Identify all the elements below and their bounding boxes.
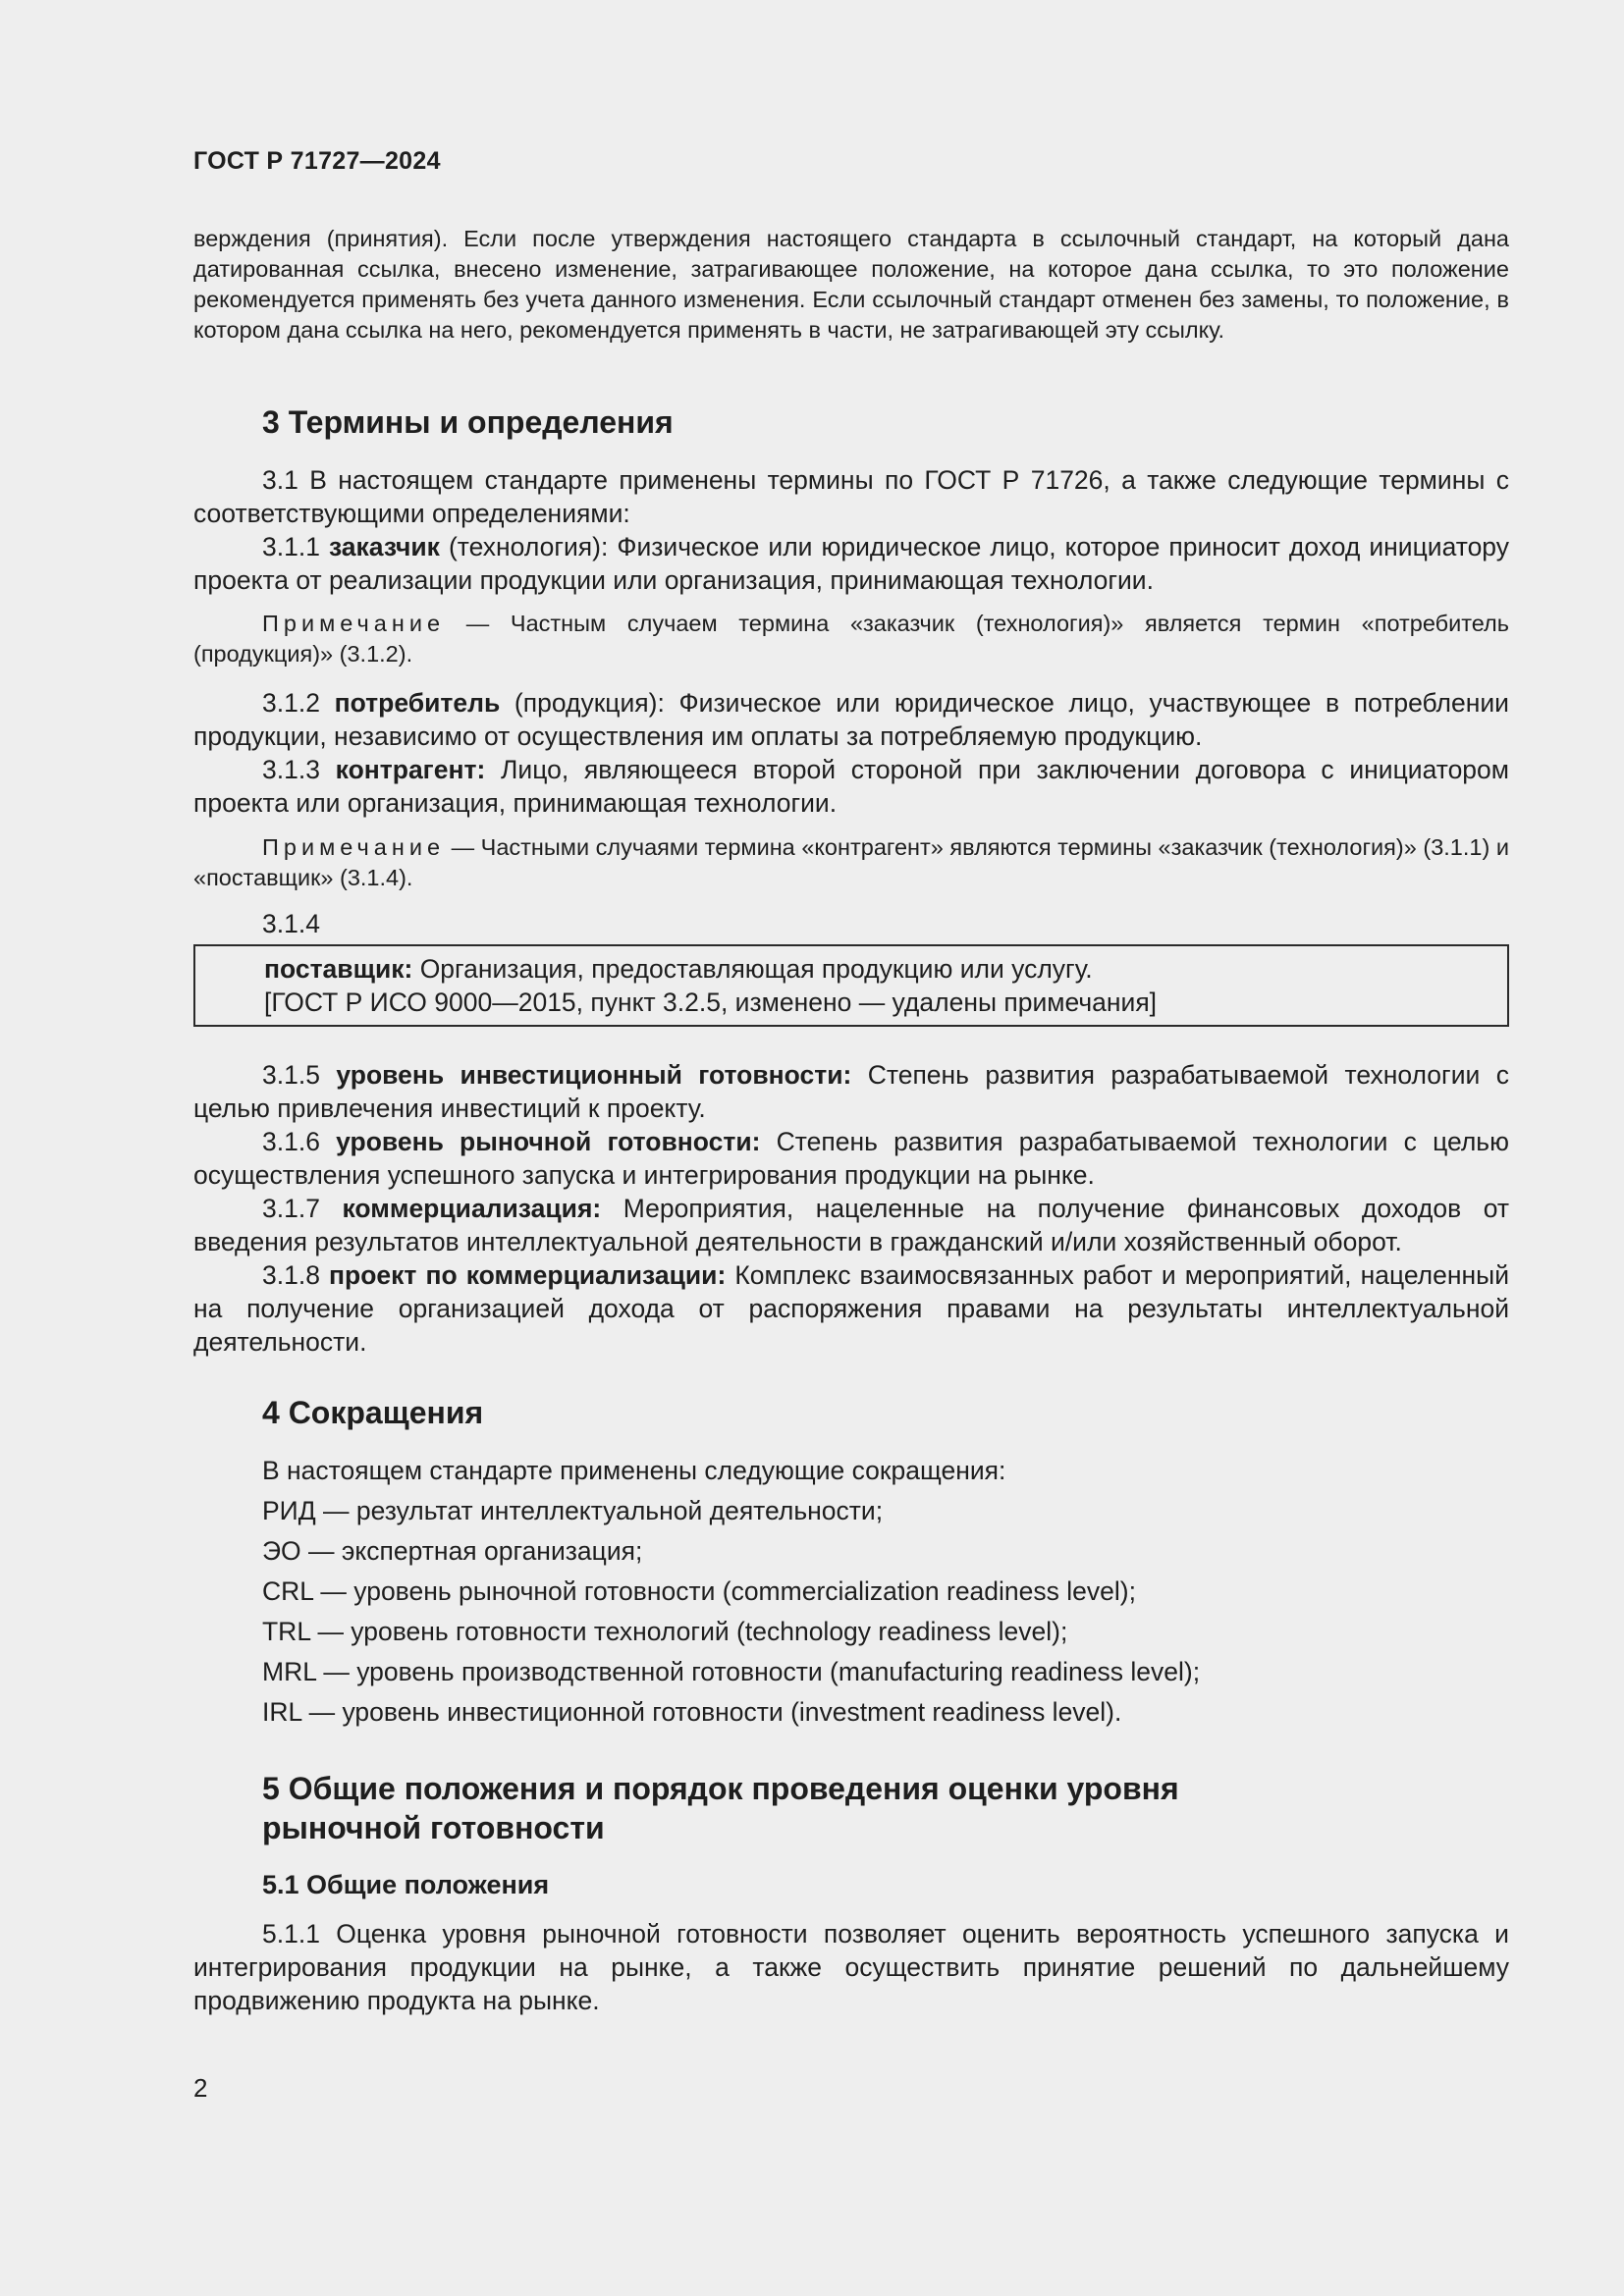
note-label: Примечание [262, 611, 446, 636]
term-3-1-4 [193, 907, 1509, 1027]
term-block-3 [193, 1058, 1509, 1359]
document-page [193, 0, 1509, 2296]
term-3-1-6: 3.1.6 уровень рыночной готовности: Степень развития разрабатываемой технологии с целью осуществления успешного запуска и интегрирования продукции на рынке. [193, 1127, 1509, 1190]
list-item: TRL — уровень готовности технологий (technology readiness level); [262, 1617, 1068, 1646]
note-1: Примечание — Частным случаем термина «заказчик (технология)» является термин «потребитель (продукция)» (3.1.2). [193, 611, 1509, 667]
list-item: CRL — уровень рыночной готовности (commercialization readiness level); [262, 1576, 1136, 1606]
section-3-title: 3 Термины и определения [262, 404, 674, 440]
paragraph-5-1-1-block [193, 1917, 1509, 2017]
page-number: 2 [193, 2073, 208, 2103]
list-item: РИД — результат интеллектуальной деятельности; [262, 1496, 884, 1525]
term-3-1-2: 3.1.2 потребитель (продукция): Физическое или юридическое лицо, участвующее в потреблении продукции, независимо от осуществления им оплаты за потребляемую продукцию. [193, 688, 1509, 751]
subsection-5-1-title: 5.1 Общие положения [262, 1870, 550, 1899]
term-3-1-1: 3.1.1 заказчик (технология): Физическое или юридическое лицо, которое приносит доход инициатору проекта от реализации продукции или организация, принимающая технологии. [193, 532, 1509, 595]
term-3-1-3: 3.1.3 контрагент: Лицо, являющееся второй стороной при заключении договора с инициатором проекта или организация, принимающая технологии. [193, 755, 1509, 818]
term-3-1-4-source: [ГОСТ Р ИСО 9000—2015, пункт 3.2.5, изменено — удалены примечания] [264, 988, 1158, 1017]
term-3-1-8: 3.1.8 проект по коммерциализации: Комплекс взаимосвязанных работ и мероприятий, нацеленный на получение организацией дохода от распоряжения правами на результаты интеллектуальной деятельности. [193, 1260, 1509, 1357]
abbreviations-list [193, 1451, 1509, 1733]
list-item: ЭО — экспертная организация; [262, 1536, 643, 1566]
intro-paragraph [193, 224, 1509, 346]
section-5-title-line2: рыночной готовности [262, 1810, 605, 1845]
section-5 [193, 1769, 1509, 1847]
section-3 [193, 402, 1509, 442]
term-3-1-4-number: 3.1.4 [262, 909, 320, 938]
note-label: Примечание [262, 834, 446, 860]
list-item: MRL — уровень производственной готовности (manufacturing readiness level); [262, 1657, 1201, 1686]
abbreviations-lead: В настоящем стандарте применены следующие сокращения: [262, 1456, 1006, 1485]
term-3-1-4-box: поставщик: Организация, предоставляющая продукцию или услугу. [ГОСТ Р ИСО 9000—2015, пункт 3.2.5, изменено — удалены примечания] [193, 944, 1509, 1027]
section-4-title: 4 Сокращения [262, 1395, 484, 1430]
section-5-title-line1: 5 Общие положения и порядок проведения оценки уровня [262, 1771, 1179, 1806]
section-4 [193, 1393, 1509, 1432]
term-block-2 [193, 686, 1509, 820]
document-header: ГОСТ Р 71727—2024 [193, 147, 441, 175]
list-item: IRL — уровень инвестиционной готовности (investment readiness level). [262, 1697, 1122, 1727]
term-block-1 [193, 463, 1509, 597]
paragraph-3-1: 3.1 В настоящем стандарте применены термины по ГОСТ Р 71726, а также следующие термины с соответствующими определениями: [193, 465, 1509, 528]
note-2: Примечание — Частными случаями термина «контрагент» являются термины «заказчик (технология)» (3.1.1) и «поставщик» (3.1.4). [193, 834, 1509, 890]
paragraph-5-1-1: 5.1.1 Оценка уровня рыночной готовности позволяет оценить вероятность успешного запуска и интегрирования продукции на рынке, а также осуществить принятие решений по дальнейшему продвижению продукта на рынке. [193, 1919, 1509, 2015]
term-3-1-7: 3.1.7 коммерциализация: Мероприятия, нацеленные на получение финансовых доходов от введения результатов интеллектуальной деятельности в гражданский и/или хозяйственный оборот. [193, 1194, 1509, 1256]
subsection-5-1 [193, 1868, 1509, 1901]
intro-text: верждения (принятия). Если после утверждения настоящего стандарта в ссылочный стандарт, на который дана датированная ссылка, внесено изменение, затрагивающее положение, на которое дана ссылка, то это положение рекомендуется применять без учета данного изменения. Если ссылочный стандарт отменен без замены, то положение, в котором дана ссылка на него, рекомендуется применять в части, не затрагивающей эту ссылку. [193, 226, 1509, 343]
term-3-1-5: 3.1.5 уровень инвестиционный готовности: Степень развития разрабатываемой технологии с целью привлечения инвестиций к проекту. [193, 1060, 1509, 1123]
